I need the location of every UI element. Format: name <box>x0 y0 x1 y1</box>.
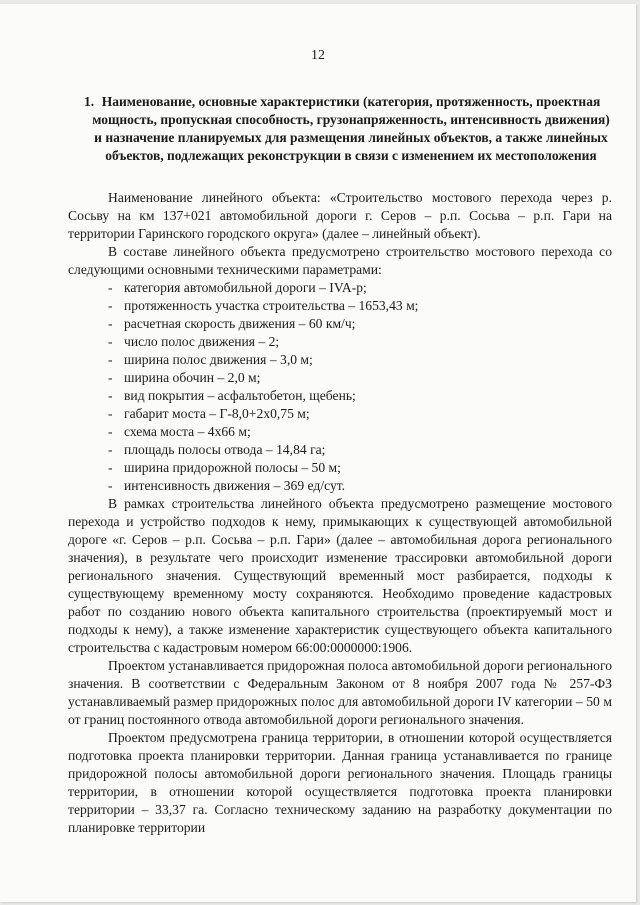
list-item: - число полос движения – 2; <box>108 333 612 351</box>
section-title: Наименование, основные характеристики (категория, протяженность, проектная мощность, пропускная способность, грузонапряженность, интенсивность движения) и назначение планируемых для размещения линейных объектов, а также линейных объектов, подлежащих реконструкции в связи с изменением их местоположения <box>92 94 610 163</box>
list-item: - площадь полосы отвода – 14,84 га; <box>108 441 612 459</box>
paragraph-object-name: Наименование линейного объекта: «Строительство мостового перехода через р. Сосьву на км 137+021 автомобильной дороги г. Серов – р.п. Сосьва – р.п. Гари на территории Гаринского городского округа» (далее – линейный объект). <box>68 190 612 241</box>
section-heading <box>68 93 614 165</box>
list-item: - расчетная скорость движения – 60 км/ч; <box>108 315 612 333</box>
paragraph-roadside-strip: Проектом устанавливается придорожная полоса автомобильной дороги регионального значения. В соответствии с Федеральным Законом от 8 ноября 2007 года № 257-ФЗ устанавливаемый размер придорожных полос для автомобильной дороги IV категории – 50 м от границ постоянного отвода автомобильной дороги регионального значения. <box>68 658 612 727</box>
document-body <box>68 189 612 837</box>
list-item: - вид покрытия – асфальтобетон, щебень; <box>108 387 612 405</box>
list-item: - ширина полос движения – 3,0 м; <box>108 351 612 369</box>
paragraph-parameters-intro: В составе линейного объекта предусмотрено строительство мостового перехода со следующими основными техническими параметрами: <box>68 244 612 277</box>
paragraph-territory-boundary: Проектом предусмотрена граница территории, в отношении которой осуществляется подготовка проекта планировки территории. Данная граница устанавливается по границе придорожной полосы автомобильной дороги регионального значения. Площадь границы территории, в отношении которой осуществляется подготовка проекта планировки территории – 33,37 га. Согласно техническому заданию на разработку документации по планировке территории <box>68 730 612 835</box>
list-item: - габарит моста – Г-8,0+2x0,75 м; <box>108 405 612 423</box>
list-item: - протяженность участка строительства – 1653,43 м; <box>108 297 612 315</box>
paragraph-construction: В рамках строительства линейного объекта предусмотрено размещение мостового перехода и устройство подходов к нему, примыкающих к существующей автомобильной дороге «г. Серов – р.п. Сосьва – р.п. Гари» (далее – автомобильная дорога регионального значения), в результате чего происходит изменение трассировки автомобильной дороги регионального значения. Существующий временный мост разбирается, подходы к существующему временному мосту сохраняются. Необходимо проведение кадастровых работ по созданию нового объекта капитального строительства (проектируемый мост и подходы к нему), а также изменение характеристик существующего объекта капитального строительства с кадастровым номером 66:00:0000000:1906. <box>68 496 612 655</box>
list-item: - схема моста – 4x66 м; <box>108 423 612 441</box>
page-number: 12 <box>311 48 325 63</box>
list-item: - интенсивность движения – 369 ед/сут. <box>108 477 612 495</box>
parameters-list <box>68 279 612 495</box>
section-number: 1. <box>84 94 95 109</box>
list-item: - категория автомобильной дороги – IVA-р; <box>108 279 612 297</box>
list-item: - ширина обочин – 2,0 м; <box>108 369 612 387</box>
list-item: - ширина придорожной полосы – 50 м; <box>108 459 612 477</box>
document-page <box>0 4 636 902</box>
